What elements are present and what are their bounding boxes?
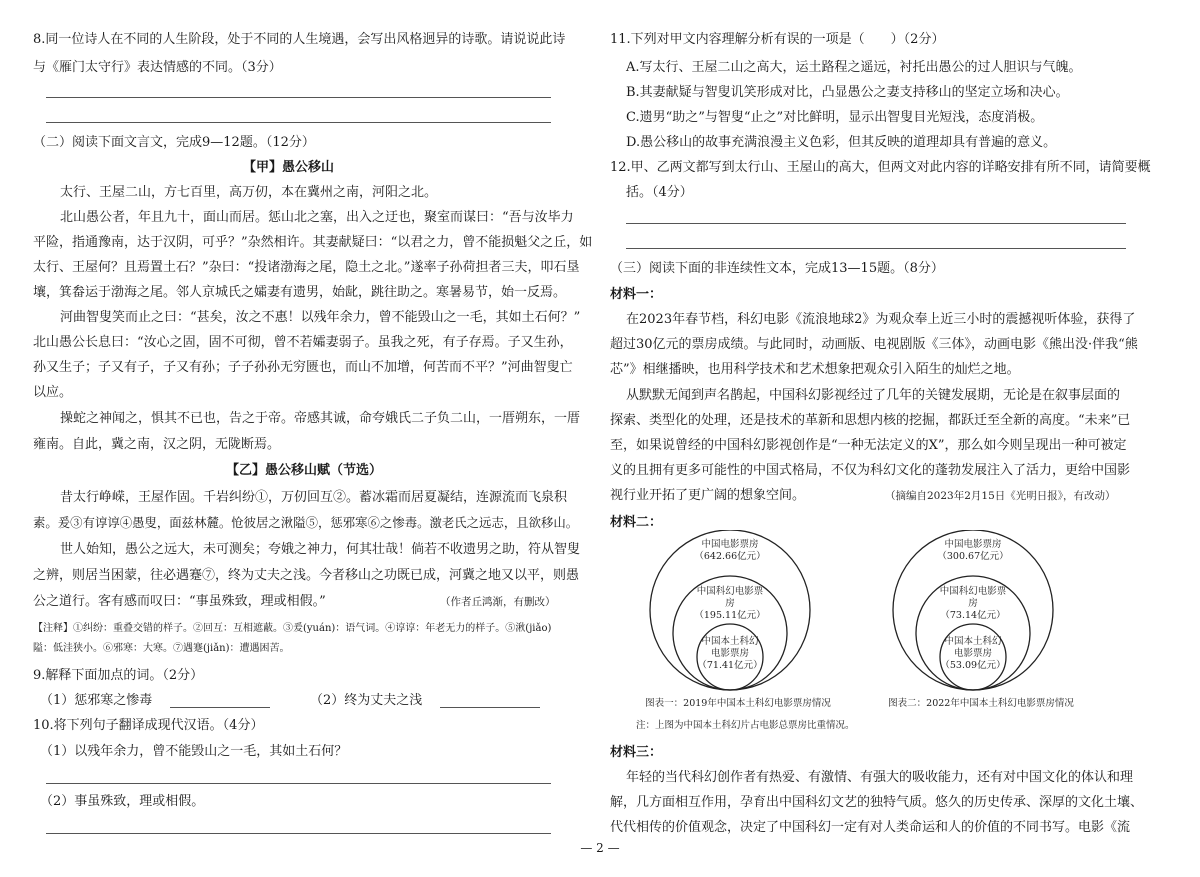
q10-item-2: （2）事虽殊致，理或相假。 (40, 794, 205, 809)
yi-line: 世人始知，愚公之远大，未可测矣；夸娥之神力，何其壮哉！倘若不收遗男之助，符从智叟 (60, 542, 581, 557)
answer-line[interactable] (626, 248, 1126, 249)
yi-source: （作者丘鸿渐，有删改） (440, 596, 556, 608)
ring-label: 中国电影票房 (944, 539, 1002, 550)
q9-heading: 9.解释下面加点的词。（2分） (33, 668, 204, 683)
section-2-heading: （二）阅读下面文言文，完成9—12题。（12分） (33, 135, 315, 150)
jia-line: 太行、王屋二山，方七百里，高万仞，本在冀州之南，河阳之北。 (60, 185, 438, 200)
ring-label: 中国科幻电影票 (696, 586, 764, 597)
jia-title: 【甲】愚公移山 (243, 160, 335, 175)
material-3-label: 材料三： (610, 745, 663, 760)
material-1-source: （摘编自2023年2月15日《光明日报》，有改动） (885, 490, 1116, 502)
answer-line[interactable] (46, 122, 551, 123)
jia-line: 壤，箕畚运于渤海之尾。邻人京城氏之孀妻有遗男，始龀，跳往助之。寒暑易节，始一反焉。 (33, 285, 567, 300)
ring-label: 房 (725, 598, 735, 609)
q12-line-2: 括。（4分） (626, 185, 693, 200)
ring-label: 房 (968, 598, 978, 609)
jia-line: 河曲智叟笑而止之曰：“甚矣，汝之不惠！以残年余力，曾不能毁山之一毛，其如土石何？” (60, 310, 581, 325)
ring-label: （53.09亿元） (940, 660, 1006, 671)
q11-option-a: A.写太行、王屋二山之高大，运土路程之遥远，衬托出愚公的过人胆识与气魄。 (626, 60, 1082, 75)
ring-label: 中国本土科幻 (944, 636, 1002, 647)
jia-line: 北山愚公者，年且九十，面山而居。惩山北之塞，出入之迂也，聚室而谋曰：“吾与汝毕力 (60, 210, 574, 225)
material-3-line: 年轻的当代科幻创作者有热爱、有激情、有强大的吸收能力，还有对中国文化的体认和理 (626, 770, 1134, 785)
chart-note: 注：上图为中国本土科幻片占电影总票房比重情况。 (636, 720, 855, 731)
ring-label: （195.11亿元） (694, 610, 766, 621)
jia-line: 以应。 (33, 385, 73, 400)
ring-label: （71.41亿元） (697, 660, 763, 671)
answer-blank[interactable] (170, 707, 270, 708)
notes-line: 【注释】①纠纷：重叠交错的样子。②回互：互相遮蔽。③爰(yuán)：语气词。④谆谆：年老无力的样子。⑤湫(jiǎo) (33, 623, 552, 634)
q9-item-2: （2）终为丈夫之浅 (310, 693, 423, 708)
jia-line: 太行、王屋何？且焉置土石？”杂曰：“投诸渤海之尾，隐土之北。”遂率子孙荷担者三夫，叩石垦 (33, 260, 580, 275)
q10-heading: 10.将下列句子翻译成现代汉语。（4分） (33, 718, 264, 733)
ring-label: （300.67亿元） (937, 551, 1009, 562)
q12-line-1: 12.甲、乙两文都写到太行山、王屋山的高大，但两文对此内容的详略安排有所不同，请简要概 (610, 160, 1151, 175)
material-3-line: 代代相传的价值观念，决定了中国科幻一定有对人类命运和人的价值的不同书写。电影《流 (610, 820, 1131, 835)
jia-line: 雍南。自此，冀之南，汉之阴，无陇断焉。 (33, 437, 281, 452)
ring-label: 中国本土科幻 (701, 636, 759, 647)
notes-line: 隘：低洼狭小。⑥邪寒：大寒。⑦遇蹇(jiǎn)：遭遇困苦。 (33, 643, 290, 654)
ring-label: （642.66亿元） (694, 551, 766, 562)
material-1-line: 视行业开拓了更广阔的想象空间。 (610, 488, 806, 503)
jia-line: 孙又生子；子又有子，子又有孙；子子孙孙无穷匮也，而山不加增，何苦而不平？”河曲智叟亡 (33, 360, 573, 375)
answer-line[interactable] (46, 97, 551, 98)
answer-line[interactable] (46, 833, 551, 834)
q8-line-2: 与《雁门太守行》表达情感的不同。（3分） (33, 60, 282, 75)
jia-line: 操蛇之神闻之，惧其不已也，告之于帝。帝感其诚，命夸娥氏二子负二山，一厝朔东，一厝 (60, 411, 581, 426)
ring-label: 中国电影票房 (701, 539, 759, 550)
yi-line: 素。爰③有谆谆④愚叟，面兹林麓。怆彼居之湫隘⑤，惩邪寒⑥之惨毒。激老氏之远志，且欲移山。 (33, 515, 579, 530)
material-3-line: 解，几方面相互作用，孕育出中国科幻文艺的独特气质。悠久的历史传承、深厚的文化土壤、 (610, 795, 1144, 810)
material-1-line: 从默默无闻到声名鹊起，中国科幻影视经过了几年的关键发展期，无论是在叙事层面的 (626, 388, 1121, 403)
material-1-line: 义的且拥有更多可能性的中国式格局，不仅为科幻文化的蓬勃发展注入了活力，更给中国影 (610, 463, 1131, 478)
ring-label: 中国科幻电影票 (939, 586, 1007, 597)
chart-caption: 图表二：2022年中国本土科幻电影票房情况 (888, 698, 1074, 709)
material-1-line: 探索、类型化的处理，还是技术的革新和思想内核的挖掘，都跃迁至全新的高度。“未来”已 (610, 413, 1131, 428)
jia-line: 平险，指通豫南，达于汉阴，可乎？”杂然相许。其妻献疑曰：“以君之力，曾不能损魁父之丘，如 (33, 235, 593, 250)
material-1-line: 至，如果说曾经的中国科幻影视创作是“一种无法定义的X”，那么如今则呈现出一种可被定 (610, 438, 1127, 453)
section-3-heading: （三）阅读下面的非连续性文本，完成13—15题。（8分） (610, 261, 944, 276)
answer-line[interactable] (46, 783, 551, 784)
answer-line[interactable] (626, 223, 1126, 224)
answer-blank[interactable] (440, 707, 540, 708)
chart-caption: 图表一：2019年中国本土科幻电影票房情况 (645, 698, 831, 709)
q11-option-d: D.愚公移山的故事充满浪漫主义色彩，但其反映的道理却具有普遍的意义。 (626, 135, 1057, 150)
material-1-line: 在2023年春节档，科幻电影《流浪地球2》为观众奉上近三小时的震撼视听体验，获得了 (626, 312, 1136, 327)
ring-label: 电影票房 (953, 648, 993, 659)
q9-item-1: （1）惩邪寒之惨毒 (40, 693, 153, 708)
q8-line-1: 8.同一位诗人在不同的人生阶段，处于不同的人生境遇，会写出风格迥异的诗歌。请说说此诗 (33, 32, 566, 47)
yi-title: 【乙】愚公移山赋（节选） (226, 463, 383, 478)
material-1-line: 芯”》相继播映，也用科学技术和艺术想象把观众引入陌生的灿烂之地。 (610, 362, 1020, 377)
material-2-charts (610, 530, 1130, 740)
ring-label: （73.14亿元） (940, 610, 1006, 621)
material-1-line: 超过30亿元的票房成绩。与此同时，动画版、电视剧版《三体》，动画电影《熊出没·伴我“熊 (610, 337, 1138, 352)
material-2-label: 材料二： (610, 515, 663, 530)
page-number: — 2 — (580, 841, 620, 855)
q11-option-c: C.遗男“助之”与智叟“止之”对比鲜明，显示出智叟目光短浅，态度消极。 (626, 110, 1044, 125)
yi-line: 之辨，则居当困蒙，往必遇蹇⑦，终为丈夫之浅。今者移山之功既已成，河冀之地又以平，则愚 (33, 568, 580, 583)
yi-line: 公之道行。客有感而叹曰：“事虽殊致，理或相假。” (33, 594, 326, 609)
q11-option-b: B.其妻献疑与智叟讥笑形成对比，凸显愚公之妻支持移山的坚定立场和决心。 (626, 85, 1069, 100)
q10-item-1: （1）以残年余力，曾不能毁山之一毛，其如土石何？ (40, 744, 348, 759)
jia-line: 北山愚公长息曰：“汝心之固，固不可彻，曾不若孀妻弱子。虽我之死，有子存焉。子又生孙， (33, 335, 573, 350)
material-1-label: 材料一： (610, 287, 663, 302)
ring-label: 电影票房 (710, 648, 750, 659)
q11-heading: 11.下列对甲文内容理解分析有误的一项是（ ）（2分） (610, 32, 945, 47)
yi-line: 昔太行峥嵘，王屋作固。千岩纠纷①，万仞回互②。蓄冰霜而居夏凝结，连源流而飞泉积 (60, 490, 568, 505)
